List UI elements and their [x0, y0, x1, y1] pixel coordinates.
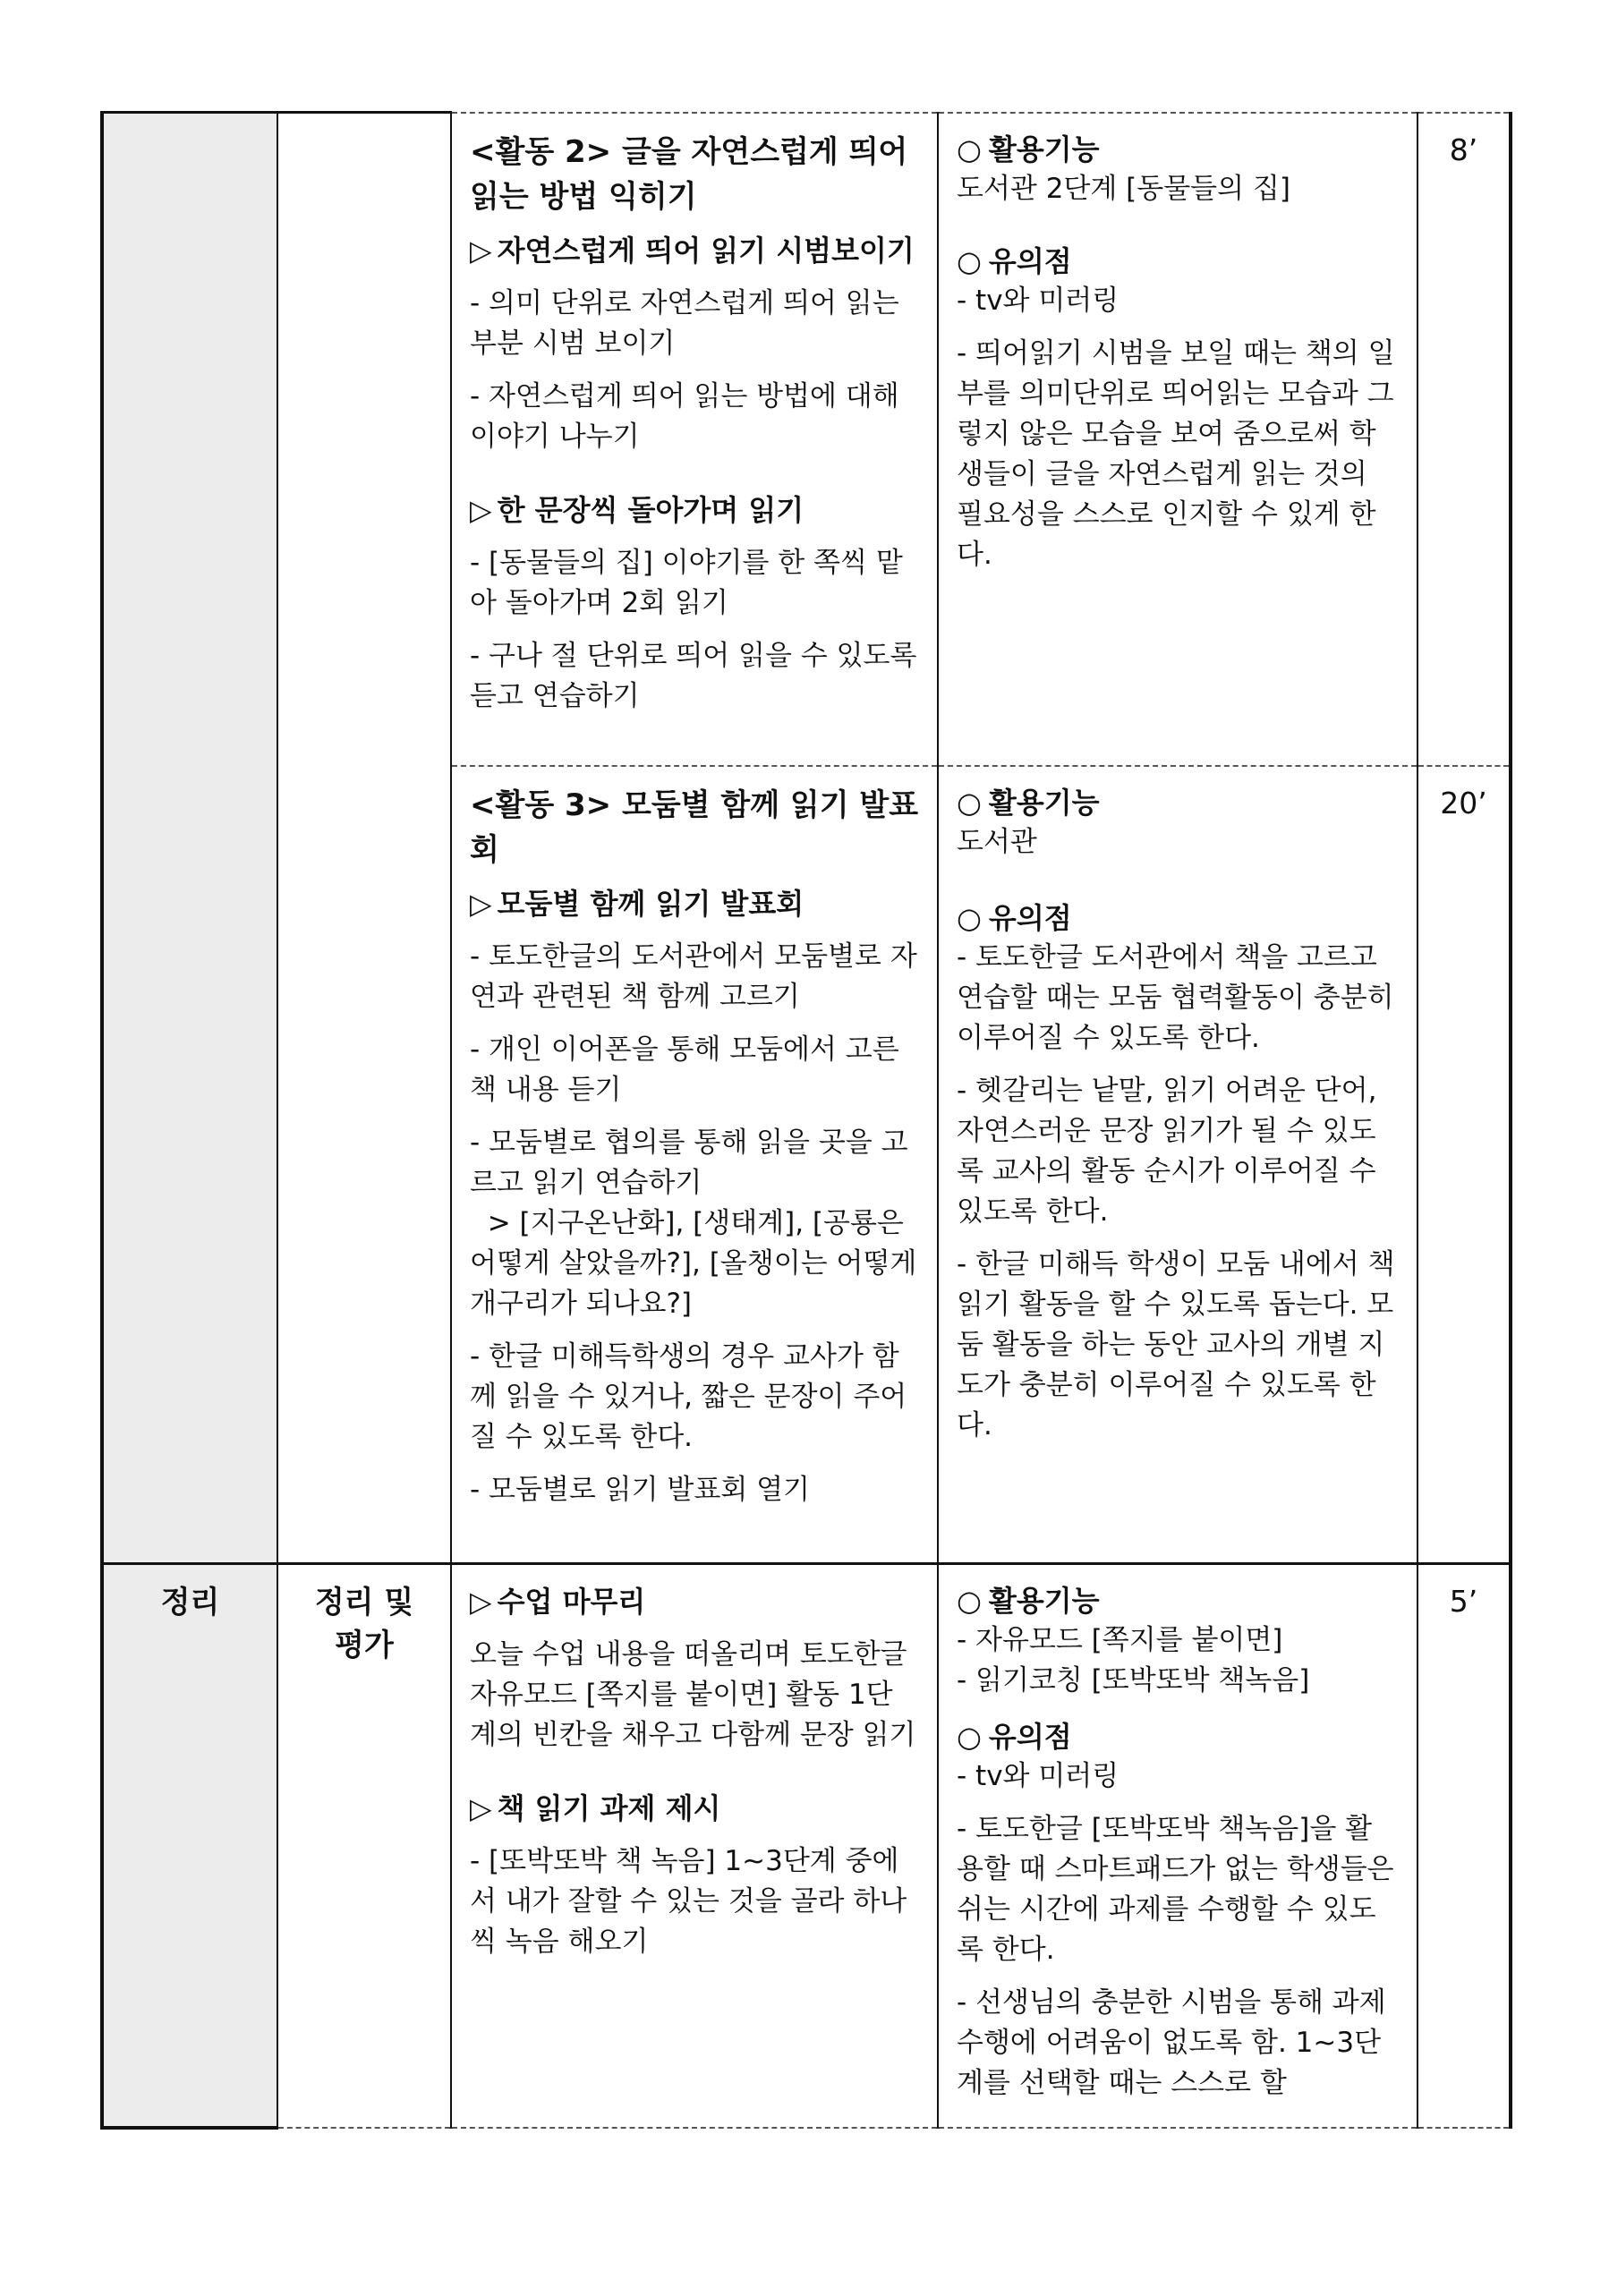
activity-cell — [451, 1564, 938, 2128]
section-heading: ▷ 자연스럽게 띄어 읽기 시범보이기 — [470, 233, 915, 268]
time-cell — [1417, 766, 1511, 1564]
notes-cell — [938, 113, 1417, 766]
function-line: 도서관 — [957, 825, 1037, 858]
triangle-icon: ▷ — [470, 233, 492, 268]
book-list: > [지구온난화], [생태계], [공룡은 어떻게 살았을까?], [올챙이는 어떻게 개구리가 되나요?] — [470, 1206, 926, 1320]
note-item: - 한글 미해득 학생이 모둠 내에서 책읽기 활동을 할 수 있도록 돕는다. 모둠 활동을 하는 동안 교사의 개별 지도가 충분히 이루어질 수 있도록 한다. — [957, 1247, 1395, 1441]
list-item: - 토도한글의 도서관에서 모둠별로 자연과 관련된 책 함께 고르기 — [470, 940, 917, 1013]
section-heading: ▷ 수업 마무리 — [470, 1585, 646, 1619]
triangle-icon: ▷ — [470, 886, 492, 921]
function-heading: ○ 활용기능 — [957, 1584, 1100, 1618]
sub-stage-cell — [277, 1564, 451, 2128]
note-item: - 토도한글 도서관에서 책을 고르고 연습할 때는 모둠 협력활동이 충분히 이루어질 수 있도록 한다. — [957, 940, 1394, 1054]
triangle-icon: ▷ — [470, 492, 492, 527]
triangle-icon: ▷ — [470, 1585, 492, 1619]
note-heading: ○ 유의점 — [957, 1720, 1072, 1754]
circle-icon: ○ — [957, 1720, 982, 1754]
list-item: - 한글 미해득학생의 경우 교사가 함께 읽을 수 있거나, 짧은 문장이 주어질 수 있도록 한다. — [470, 1339, 907, 1453]
function-line: 도서관 2단계 [동물들의 집] — [957, 172, 1290, 205]
stage-label: 정리 — [160, 1585, 220, 1620]
circle-icon: ○ — [957, 132, 982, 166]
list-item: - 개인 이어폰을 통해 모둠에서 고른 책 내용 듣기 — [470, 1033, 899, 1106]
circle-icon: ○ — [957, 785, 982, 820]
activity-title: <활동 3> 모둠별 함께 읽기 발표회 — [470, 787, 919, 868]
time-value: 5’ — [1449, 1584, 1478, 1619]
function-line: - 읽기코칭 [또박또박 책녹음] — [957, 1664, 1310, 1696]
list-item: - 모둠별로 읽기 발표회 열기 — [470, 1473, 811, 1506]
note-item: - 헷갈리는 낱말, 읽기 어려운 단어, 자연스러운 문장 읽기가 될 수 있도록 교사의 활동 순시가 이루어질 수 있도록 한다. — [957, 1074, 1377, 1228]
time-value: 20’ — [1440, 785, 1487, 821]
note-item: - tv와 미러링 — [957, 284, 1119, 317]
section-heading: ▷ 한 문장씩 돌아가며 읽기 — [470, 492, 804, 527]
function-heading: ○ 활용기능 — [957, 132, 1100, 166]
list-item: - [동물들의 집] 이야기를 한 쪽씩 맡아 돌아가며 2회 읽기 — [470, 546, 903, 619]
sub-stage-label: 정리 및 평가 — [314, 1585, 414, 1663]
circle-icon: ○ — [957, 900, 982, 935]
table-row-activity-2 — [102, 113, 1511, 766]
note-item: - 토도한글 [또박또박 책녹음]을 활용할 때 스마트패드가 없는 학생들은 쉬는 시간에 과제를 수행할 수 있도록 한다. — [957, 1813, 1394, 1966]
time-cell — [1417, 1564, 1511, 2128]
time-value: 8’ — [1449, 132, 1478, 167]
notes-cell — [938, 1564, 1417, 2128]
triangle-icon: ▷ — [470, 1791, 492, 1825]
section-heading: ▷ 책 읽기 과제 제시 — [470, 1791, 721, 1825]
stage-cell — [102, 113, 277, 1564]
list-item: - 의미 단위로 자연스럽게 띄어 읽는 부분 시범 보이기 — [470, 286, 899, 360]
function-line: - 자유모드 [쪽지를 붙이면] — [957, 1624, 1283, 1656]
note-item: - 선생님의 충분한 시범을 통해 과제 수행에 어려움이 없도록 함. 1~3단계를 선택할 때는 스스로 할 — [957, 1986, 1386, 2099]
lesson-plan-table — [100, 111, 1512, 2130]
list-item: - 모둠별로 협의를 통해 읽을 곳을 고르고 읽기 연습하기 — [470, 1126, 908, 1199]
activity-cell — [451, 766, 938, 1564]
note-item: - 띄어읽기 시범을 보일 때는 책의 일부를 의미단위로 띄어읽는 모습과 그렇지 않은 모습을 보여 줌으로써 학생들이 글을 자연스럽게 읽는 것의 필요성을 스스로 인지할 수 있게 한다. — [957, 336, 1395, 571]
note-item: - tv와 미러링 — [957, 1760, 1119, 1792]
activity-title: <활동 2> 글을 자연스럽게 띄어 읽는 방법 익히기 — [470, 133, 908, 215]
note-heading: ○ 유의점 — [957, 900, 1072, 935]
list-item: - 구나 절 단위로 띄어 읽을 수 있도록 듣고 연습하기 — [470, 639, 917, 712]
notes-cell — [938, 766, 1417, 1564]
list-item: - 자연스럽게 띄어 읽는 방법에 대해 이야기 나누기 — [470, 379, 899, 453]
note-heading: ○ 유의점 — [957, 243, 1072, 278]
table-row-wrap-up — [102, 1564, 1511, 2128]
circle-icon: ○ — [957, 1584, 982, 1618]
time-cell — [1417, 113, 1511, 766]
function-heading: ○ 활용기능 — [957, 785, 1100, 820]
activity-cell — [451, 113, 938, 766]
list-item: - [또박또박 책 녹음] 1~3단계 중에서 내가 잘할 수 있는 것을 골라 하나씩 녹음 해오기 — [470, 1845, 907, 1958]
circle-icon: ○ — [957, 243, 982, 278]
stage-cell — [102, 1564, 277, 2128]
section-heading: ▷ 모둠별 함께 읽기 발표회 — [470, 886, 804, 921]
list-item: 오늘 수업 내용을 떠올리며 토도한글 자유모드 [쪽지를 붙이면] 활동 1단계의 빈칸을 채우고 다함께 문장 읽기 — [470, 1638, 916, 1751]
sub-stage-cell — [277, 113, 451, 1564]
